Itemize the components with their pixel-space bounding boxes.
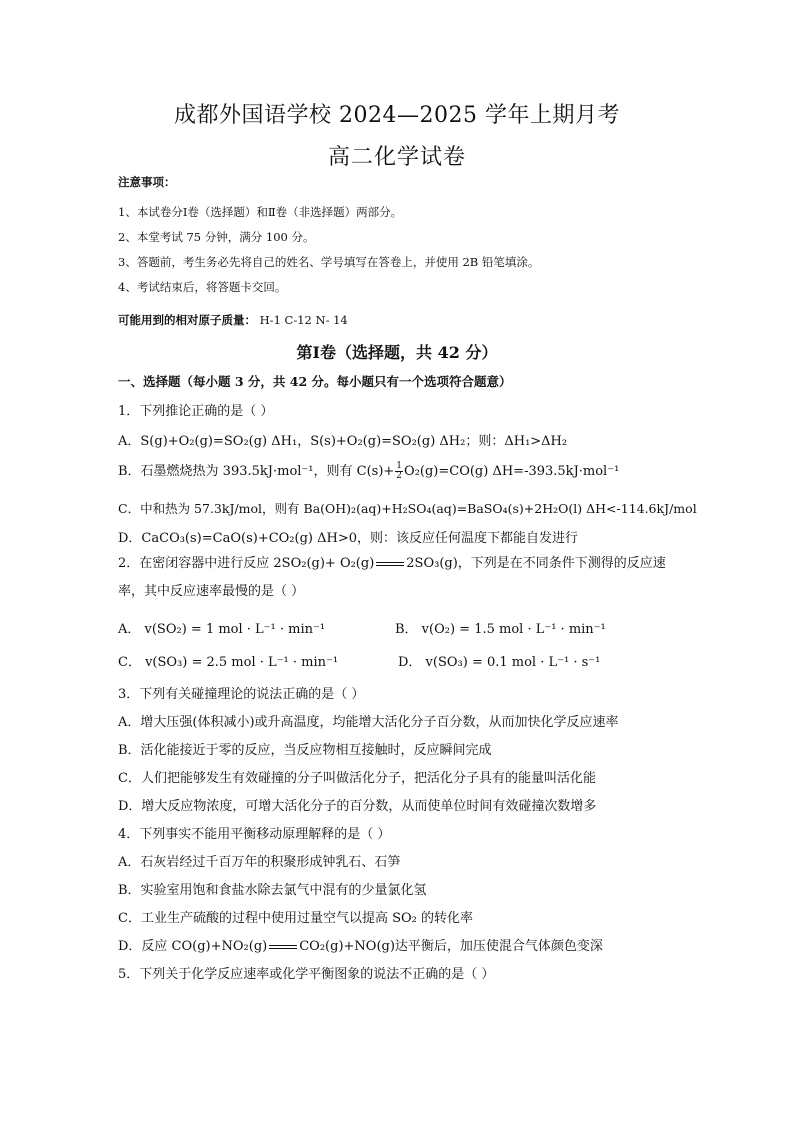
notes-item-1: 1、本试卷分Ⅰ卷（选择题）和Ⅱ卷（非选择题）两部分。	[118, 205, 403, 219]
q3-option-b: B．活化能接近于零的反应，当反应物相互接触时，反应瞬间完成	[118, 743, 492, 758]
equilibrium-arrow-icon	[269, 944, 297, 950]
q4-stem: 4．下列事实不能用平衡移动原理解释的是（ ）	[118, 827, 391, 842]
q1-option-a: A．S(g)+O₂(g)=SO₂(g) ΔH₁，S(s)+O₂(g)=SO₂(g) ΔH₂；则：ΔH₁>ΔH₂	[118, 434, 568, 449]
q3-option-a: A．增大压强(体积减小)或升高温度，均能增大活化分子百分数，从而加快化学反应速率	[118, 715, 619, 730]
notes-item-4: 4、考试结束后，将答题卡交回。	[118, 280, 287, 294]
fraction-denominator: 2	[396, 471, 403, 481]
q1-option-c: C．中和热为 57.3kJ/mol，则有 Ba(OH)₂(aq)+H₂SO₄(aq)=BaSO₄(s)+2H₂O(l) ΔH<-114.6kJ/mol	[118, 501, 697, 516]
q3-option-d: D．增大反应物浓度，可增大活化分子的百分数，从而使单位时间有效碰撞次数增多	[118, 799, 597, 814]
notes-heading: 注意事项：	[118, 175, 176, 189]
atomic-mass-values: H-1 C-12 N- 14	[259, 313, 348, 327]
q4-option-c: C．工业生产硫酸的过程中使用过量空气以提高 SO₂ 的转化率	[118, 911, 473, 926]
q5-stem: 5．下列关于化学反应速率或化学平衡图象的说法不正确的是（ ）	[118, 967, 495, 982]
notes-item-3: 3、答题前，考生务必先将自己的姓名、学号填写在答卷上，并使用 2B 铅笔填涂。	[118, 255, 540, 269]
q2-option-b: B． v(O₂) = 1.5 mol · L⁻¹ · min⁻¹	[395, 622, 606, 637]
q2-options-row-2	[118, 651, 718, 670]
notes-item-2: 2、本堂考试 75 分钟，满分 100 分。	[118, 230, 315, 244]
q4-option-a: A．石灰岩经过千百万年的积聚形成钟乳石、石笋	[118, 855, 401, 870]
q4-option-d	[118, 935, 718, 954]
one-half-fraction	[395, 462, 403, 481]
section-title: 第Ⅰ卷（选择题，共 42 分）	[296, 343, 498, 362]
q2-stem-pre: 2．在密闭容器中进行反应 2SO₂(g)+ O₂(g)	[118, 556, 375, 571]
exam-subtitle: 高二化学试卷	[327, 145, 466, 170]
q1-option-b	[118, 460, 718, 481]
q2-option-a: A． v(SO₂) = 1 mol · L⁻¹ · min⁻¹	[118, 622, 326, 637]
q1-option-d: D．CaCO₃(s)=CaO(s)+CO₂(g) ΔH>0，则：该反应任何温度下都能自发进行	[118, 531, 579, 546]
q1-option-b-post: O₂(g)=CO(g) ΔH=-393.5kJ·mol⁻¹	[404, 464, 620, 479]
q2-options-row-1	[118, 618, 718, 637]
q1-stem: 1．下列推论正确的是（ ）	[118, 404, 274, 419]
q3-option-c: C．人们把能够发生有效碰撞的分子叫做活化分子，把活化分子具有的能量叫活化能	[118, 771, 596, 786]
q4-option-d-pre: D．反应 CO(g)+NO₂(g)	[118, 939, 268, 954]
q4-option-b: B．实验室用饱和食盐水除去氯气中混有的少量氯化氢	[118, 883, 427, 898]
atomic-mass-label: 可能用到的相对原子质量：	[118, 313, 256, 327]
q1-option-b-pre: B．石墨燃烧热为 393.5kJ·mol⁻¹，则有 C(s)+	[118, 464, 395, 479]
exam-title: 成都外国语学校 2024—2025 学年上期月考	[174, 103, 620, 128]
fraction-numerator: 1	[396, 461, 403, 471]
q2-stem-post: 2SO₃(g)，下列是在不同条件下测得的反应速率，其中反应速率最慢的是（ ）	[118, 556, 666, 599]
q2-option-d: D． v(SO₃) = 0.1 mol · L⁻¹ · s⁻¹	[398, 655, 601, 670]
q3-stem: 3．下列有关碰撞理论的说法正确的是（ ）	[118, 687, 365, 702]
q4-option-d-post: CO₂(g)+NO(g)达平衡后，加压使混合气体颜色变深	[299, 939, 603, 954]
notes-block	[118, 174, 698, 303]
equilibrium-arrow-icon	[376, 561, 404, 567]
atomic-mass-line	[118, 312, 348, 328]
q2-stem	[118, 550, 688, 606]
part-heading: 一、选择题（每小题 3 分，共 42 分。每小题只有一个选项符合题意）	[118, 374, 512, 389]
q2-option-c: C． v(SO₃) = 2.5 mol · L⁻¹ · min⁻¹	[118, 655, 339, 670]
